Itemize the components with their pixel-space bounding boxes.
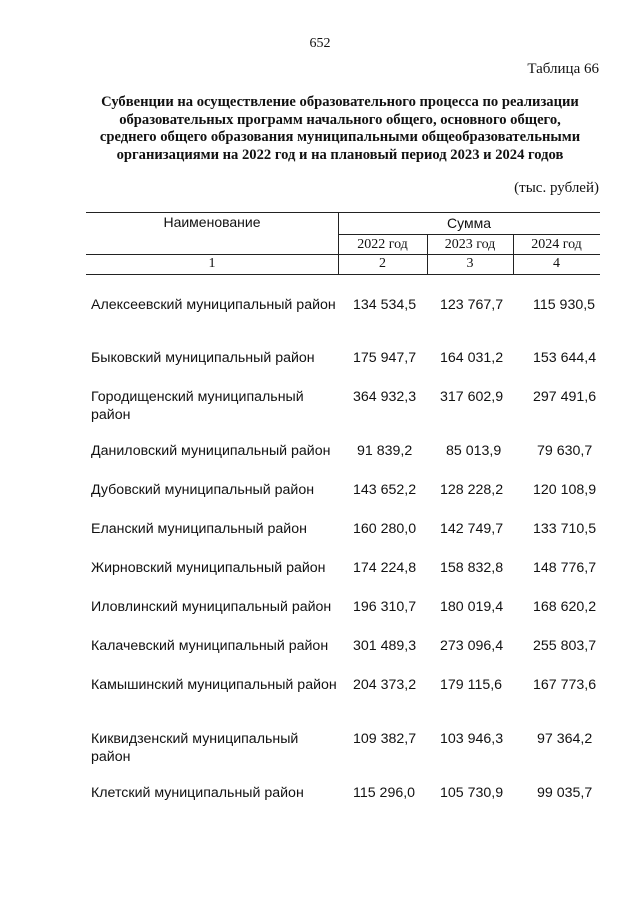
row-value-2024: 79 630,7 — [537, 443, 593, 459]
row-name: Городищенский муниципальный район — [91, 389, 304, 423]
row-name: Дубовский муниципальный район — [91, 482, 315, 498]
row-value-2023: 105 730,9 — [440, 785, 504, 801]
table-label: Таблица 66 — [527, 61, 599, 77]
row-value-2024: 148 776,7 — [533, 560, 597, 576]
units-label: (тыс. рублей) — [514, 180, 599, 196]
row-name: Даниловский муниципальный район — [91, 443, 331, 459]
row-value-2023: 142 749,7 — [440, 521, 504, 537]
row-value-2022: 174 224,8 — [353, 560, 417, 576]
row-name: Быковский муниципальный район — [91, 350, 315, 366]
row-name: Камышинский муниципальный район — [91, 677, 337, 693]
row-value-2024: 168 620,2 — [533, 599, 597, 615]
header-top-border — [86, 212, 600, 213]
row-value-2024: 153 644,4 — [533, 350, 597, 366]
row-value-2024: 97 364,2 — [537, 731, 593, 747]
column-number-4: 4 — [553, 256, 560, 271]
row-name: Клетский муниципальный район — [91, 785, 304, 801]
row-value-2024: 297 491,6 — [533, 389, 597, 405]
header-year-2022: 2022 год — [357, 237, 408, 252]
row-value-2023: 179 115,6 — [440, 677, 503, 693]
row-value-2024: 115 930,5 — [533, 297, 596, 313]
row-name: Иловлинский муниципальный район — [91, 599, 332, 615]
row-value-2023: 273 096,4 — [440, 638, 504, 654]
header-year-2024: 2024 год — [531, 237, 582, 252]
page-number: 652 — [309, 36, 331, 51]
row-value-2023: 123 767,7 — [440, 297, 504, 313]
row-value-2022: 91 839,2 — [357, 443, 413, 459]
document-title — [80, 94, 600, 164]
row-value-2024: 99 035,7 — [537, 785, 593, 801]
row-value-2022: 109 382,7 — [353, 731, 417, 747]
col-numbers-bottom-border — [86, 274, 600, 275]
header-name-column: Наименование — [163, 214, 261, 230]
column-number-3: 3 — [466, 256, 474, 271]
row-value-2022: 196 310,7 — [353, 599, 417, 615]
row-value-2024: 255 803,7 — [533, 638, 597, 654]
sum-divider-line — [338, 234, 600, 235]
title-line: Субвенции на осуществление образовательного процесса по реализации — [101, 94, 579, 110]
row-value-2022: 175 947,7 — [353, 350, 417, 366]
row-value-2024: 120 108,9 — [533, 482, 597, 498]
row-value-2023: 164 031,2 — [440, 350, 504, 366]
header-year-2023: 2023 год — [444, 237, 496, 252]
row-name: Еланский муниципальный район — [91, 521, 307, 537]
row-value-2024: 133 710,5 — [533, 521, 597, 537]
row-value-2022: 115 296,0 — [353, 785, 416, 801]
header-sum-column: Сумма — [447, 215, 491, 231]
years-bottom-border — [86, 254, 600, 255]
row-value-2022: 143 652,2 — [353, 482, 417, 498]
row-value-2022: 160 280,0 — [353, 521, 417, 537]
row-value-2023: 103 946,3 — [440, 731, 504, 747]
row-name: Алексеевский муниципальный район — [91, 297, 336, 313]
row-value-2022: 301 489,3 — [353, 638, 417, 654]
title-line: организациями на 2022 год и на плановый период 2023 и 2024 годов — [116, 146, 564, 163]
row-value-2022: 134 534,5 — [353, 297, 417, 313]
column-number-1: 1 — [208, 256, 216, 271]
row-value-2023: 317 602,9 — [440, 389, 504, 405]
row-value-2023: 85 013,9 — [446, 443, 502, 459]
row-name: Калачевский муниципальный район — [91, 638, 329, 654]
row-value-2024: 167 773,6 — [533, 677, 597, 693]
row-value-2023: 180 019,4 — [440, 599, 504, 615]
row-value-2022: 204 373,2 — [353, 677, 417, 693]
row-value-2023: 128 228,2 — [440, 482, 504, 498]
row-name: Киквидзенский муниципальный район — [91, 731, 299, 765]
row-value-2022: 364 932,3 — [353, 389, 417, 405]
title-line: образовательных программ начального общего, основного общего, — [119, 111, 561, 128]
row-value-2023: 158 832,8 — [440, 560, 504, 576]
column-number-2: 2 — [379, 256, 386, 271]
row-name: Жирновский муниципальный район — [91, 560, 326, 576]
title-line: среднего общего образования муниципальными общеобразовательными — [99, 129, 581, 146]
